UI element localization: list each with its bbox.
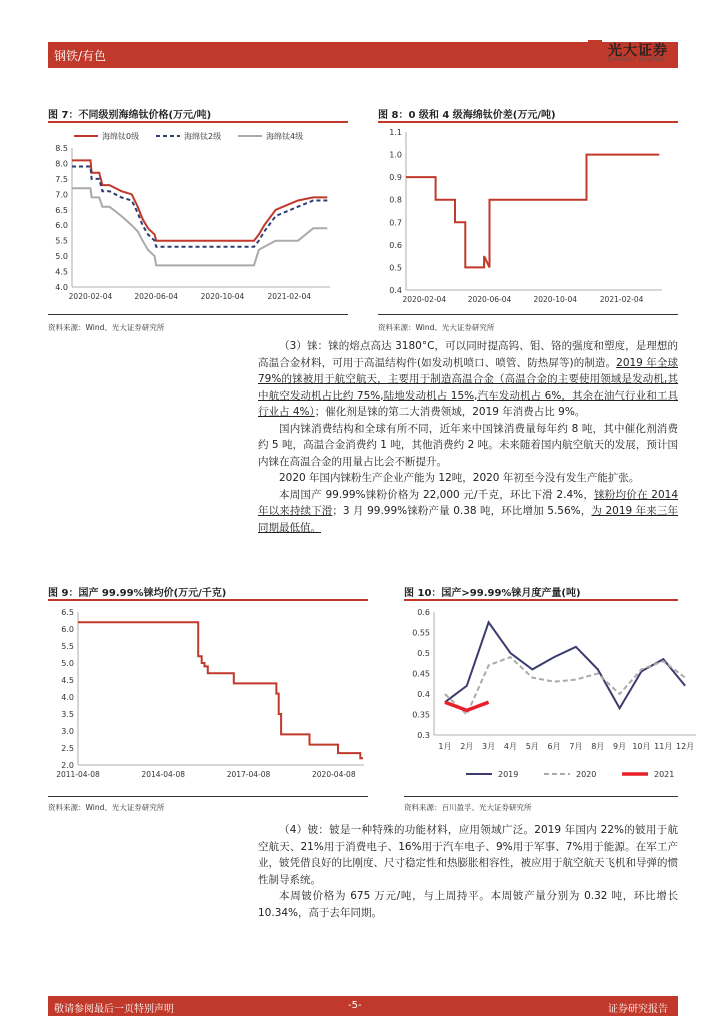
y-tick-label: 6.5 [55,205,68,215]
figure-9-bottom-rule [48,796,368,797]
y-tick-label: 6.5 [61,608,74,617]
y-tick-label: 0.4 [389,286,402,295]
figure-10-title: 图 10：国产>99.99%铼月度产量(吨) [404,588,581,599]
figure-10-chart [396,602,706,792]
y-tick-label: 8.5 [55,144,68,153]
y-tick-label: 5.5 [55,236,68,246]
beryllium-section [258,822,678,921]
x-tick-label: 3月 [482,742,496,751]
y-tick-label: 5.5 [61,642,74,651]
section-title: 钢铁/有色 [54,49,107,63]
legend-label: 海绵钛4级 [266,132,304,141]
y-tick-label: 0.4 [417,690,430,699]
rhenium-aviation-use: 2019 年全球 79%的铼被用于航空航天，主要用于制造高温合金（高温合金的主要使用领域是发动机,其中航空发动机占比约 75%,陆地发动机占 15%,汽车发动机占 6%，其余在油气行业和工具行业占 4%） [258,356,678,418]
x-tick-label: 2月 [460,742,474,751]
y-tick-label: 2.0 [61,761,74,770]
y-tick-label: 6.0 [61,625,74,634]
figure-8-source: 资料来源：Wind、光大证券研究所 [378,323,495,332]
legend-label: 2020 [576,770,597,779]
series-line-2019 [445,622,685,708]
y-tick-label: 0.5 [389,263,402,273]
page-number: -5- [348,1000,362,1011]
rhenium-price: 本周国产 99.99%铼粉价格为 22,000 元/千克，环比下滑 2.4%， [279,488,595,501]
legend-label: 海绵钛2级 [184,132,222,141]
figure-7-bottom-rule [48,314,348,315]
rhenium-intro: （3）铼：铼的熔点高达 3180°C，可以同时提高钨、钼、铬的强度和塑度，是理想的高温合金材料，可用于高温结构件(如发动机喷口、喷管、防热屏等)的制造。 [258,340,678,369]
figure-9-chart [40,602,370,792]
y-tick-label: 0.3 [417,731,430,740]
y-tick-label: 0.35 [412,710,430,720]
page-footer [48,996,678,1016]
x-tick-label: 2014-04-08 [141,770,186,779]
y-tick-label: 0.7 [389,218,402,228]
figure-10-bottom-rule [404,796,678,797]
y-tick-label: 0.55 [412,628,430,638]
x-tick-label: 9月 [613,742,627,751]
x-tick-label: 2011-04-08 [56,770,100,779]
x-tick-label: 4月 [503,742,517,751]
figure-8-bottom-rule [378,314,678,315]
logo-name: 光大证券 [608,43,668,59]
x-tick-label: 2017-04-08 [226,770,271,779]
y-tick-label: 7.0 [55,190,68,200]
figure-8-chart [370,124,680,308]
x-tick-label: 2020-04-08 [312,770,356,779]
x-tick-label: 7月 [569,742,583,751]
figure-9-title: 图 9：国产 99.99%铼均价(万元/千克) [48,588,227,599]
x-tick-label: 6月 [547,742,561,751]
figure-8-title: 图 8：0 级和 4 级海绵钛价差(万元/吨) [378,110,556,121]
rhenium-output-low: 为 2019 年来三年同期最低值。 [258,505,679,534]
y-tick-label: 1.0 [389,150,402,160]
logo-icon [588,40,604,62]
x-tick-label: 2020-06-04 [134,292,178,301]
y-tick-label: 4.0 [61,693,74,702]
section-header [48,42,678,68]
y-tick-label: 4.5 [61,676,74,685]
x-tick-label: 12月 [675,742,695,751]
series-line-1 [72,160,327,240]
x-tick-label: 2021-02-04 [267,292,312,301]
legend-label: 海绵钛0级 [102,132,140,141]
x-tick-label: 2020-10-04 [533,295,578,304]
rhenium-domestic: 国内铼消费结构和全球有所不同，近年来中国铼消费量每年约 8 吨，其中催化剂消费约 5 吨，高温合金消费约 1 吨，其他消费约 2 吨。未来随着国内航空航天的发展，预计国内铼在高温合金的用量占比会不断提升。 [258,422,678,468]
y-tick-label: 0.45 [412,669,430,679]
rhenium-section [258,338,678,536]
y-tick-label: 1.1 [389,128,402,137]
beryllium-intro: （4）铍：铍是一种特殊的功能材料，应用领域广泛。2019 年国内 22%的铍用于航空航天、21%用于消费电子、16%用于汽车电子、9%用于军事、7%用于能源。在军工产业，铍凭借良好的比刚度、尺寸稳定性和热膨胀相容性，被应用于航空航天飞机和导弹的惯性制导系统。 [258,824,678,886]
y-tick-label: 2.5 [61,744,74,753]
y-tick-label: 8.0 [55,159,68,169]
rhenium-capacity: 2020 年国内铼粉生产企业产能为 12吨，2020 年初至今没有发生产能扩张。 [279,472,640,484]
y-tick-label: 6.0 [55,221,68,231]
x-tick-label: 8月 [591,742,605,751]
y-tick-label: 5.0 [61,659,74,668]
beryllium-price: 本周铍价格为 675 万元/吨，与上周持平。本周铍产量分别为 0.32 吨，环比增长 10.34%，高于去年同期。 [258,890,678,919]
x-tick-label: 2020-10-04 [200,292,245,301]
figure-7-title: 图 7：不同级别海绵钛价格(万元/吨) [48,110,212,121]
y-tick-label: 4.5 [55,267,68,277]
y-tick-label: 0.8 [389,195,402,205]
series-line-3 [72,188,327,265]
figure-10-rule [404,599,678,601]
series-line-1 [406,155,659,268]
y-tick-label: 3.0 [61,727,74,736]
x-tick-label: 1月 [438,742,452,751]
y-tick-label: 0.6 [389,240,402,250]
x-tick-label: 2020-02-04 [402,295,447,304]
y-tick-label: 0.9 [389,173,402,183]
x-tick-label: 10月 [632,742,651,751]
rhenium-price-trend: 铼粉均价在 2014 年以来持续下滑 [258,488,678,517]
logo-english: EVERBRIGHT SECURITIES [608,58,665,63]
rhenium-catalyst: ；催化剂是铼的第二大消费领域，2019 年消费占比 9%。 [314,406,586,418]
figure-8-rule [378,121,678,123]
figure-7-rule [48,121,348,123]
y-tick-label: 0.5 [417,649,430,658]
y-tick-label: 4.0 [55,283,68,292]
figure-7-source: 资料来源：Wind、光大证券研究所 [48,323,165,332]
y-tick-label: 0.6 [417,608,430,617]
footer-disclaimer[interactable]: 敬请参阅最后一页特别声明 [54,1004,174,1015]
figure-10-source: 资料来源：百川盈孚、光大证券研究所 [404,803,532,812]
legend-label: 2019 [498,770,519,779]
series-line-1 [78,622,363,758]
rhenium-output: ；3 月 99.99%铼粉产量 0.38 吨，环比增加 5.56%， [332,505,592,517]
company-logo [588,38,678,68]
x-tick-label: 5月 [525,742,539,751]
y-tick-label: 5.0 [55,252,68,262]
footer-report-type: 证券研究报告 [608,1004,668,1015]
series-line-2021 [445,702,489,710]
x-tick-label: 2020-02-04 [68,292,113,301]
figure-9-source: 资料来源：Wind、光大证券研究所 [48,803,165,812]
x-tick-label: 11月 [654,742,673,751]
x-tick-label: 2021-02-04 [599,295,644,304]
figure-7-chart [40,124,350,308]
figure-9-rule [48,599,368,601]
y-tick-label: 7.5 [55,174,68,184]
x-tick-label: 2020-06-04 [467,295,512,304]
y-tick-label: 3.5 [61,710,74,719]
legend-label: 2021 [654,770,675,779]
